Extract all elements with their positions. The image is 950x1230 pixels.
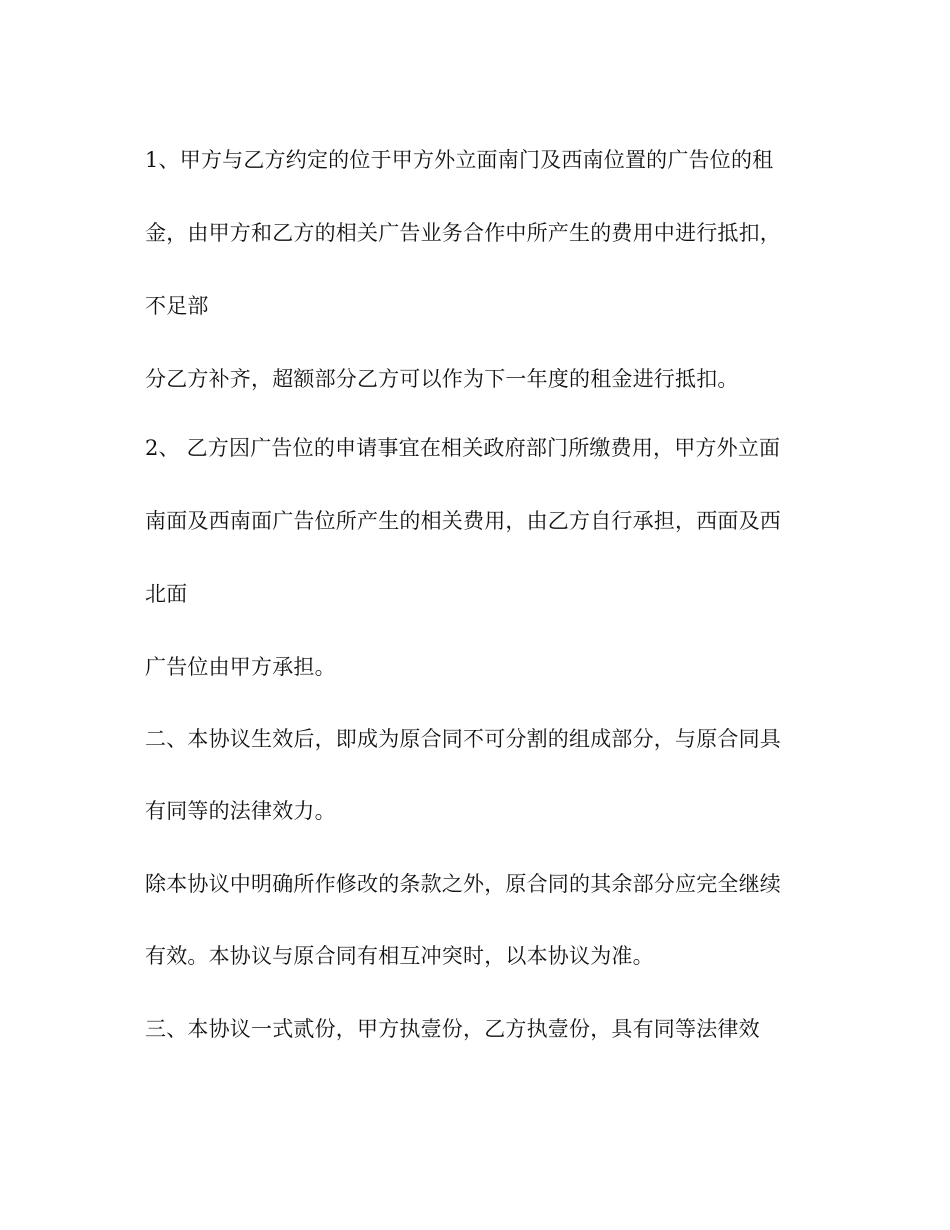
paragraph-line: 1、甲方与乙方约定的位于甲方外立面南门及西南位置的广告位的租 [145, 148, 774, 172]
paragraph-line: 南面及西南面广告位所产生的相关费用，由乙方自行承担，西面及西 [145, 509, 781, 533]
paragraph-line: 2、 乙方因广告位的申请事宜在相关政府部门所缴费用，甲方外立面 [145, 436, 781, 460]
paragraph-line: 除本协议中明确所作修改的条款之外，原合同的其余部分应完全继续 [145, 872, 781, 896]
paragraph-line: 北面 [145, 582, 188, 606]
paragraph-line: 广告位由甲方承担。 [145, 655, 336, 679]
paragraph-line: 二、本协议生效后，即成为原合同不可分割的组成部分，与原合同具 [145, 727, 781, 751]
paragraph-line: 金，由甲方和乙方的相关广告业务合作中所产生的费用中进行抵扣， [145, 221, 781, 245]
paragraph-line: 有同等的法律效力。 [145, 799, 336, 823]
paragraph-line: 分乙方补齐，超额部分乙方可以作为下一年度的租金进行抵扣。 [145, 367, 739, 391]
paragraph-line: 不足部 [145, 294, 209, 318]
paragraph-line: 有效。本协议与原合同有相互冲突时，以本协议为准。 [145, 944, 654, 968]
paragraph-line: 三、本协议一式贰份，甲方执壹份，乙方执壹份，具有同等法律效 [145, 1017, 760, 1041]
